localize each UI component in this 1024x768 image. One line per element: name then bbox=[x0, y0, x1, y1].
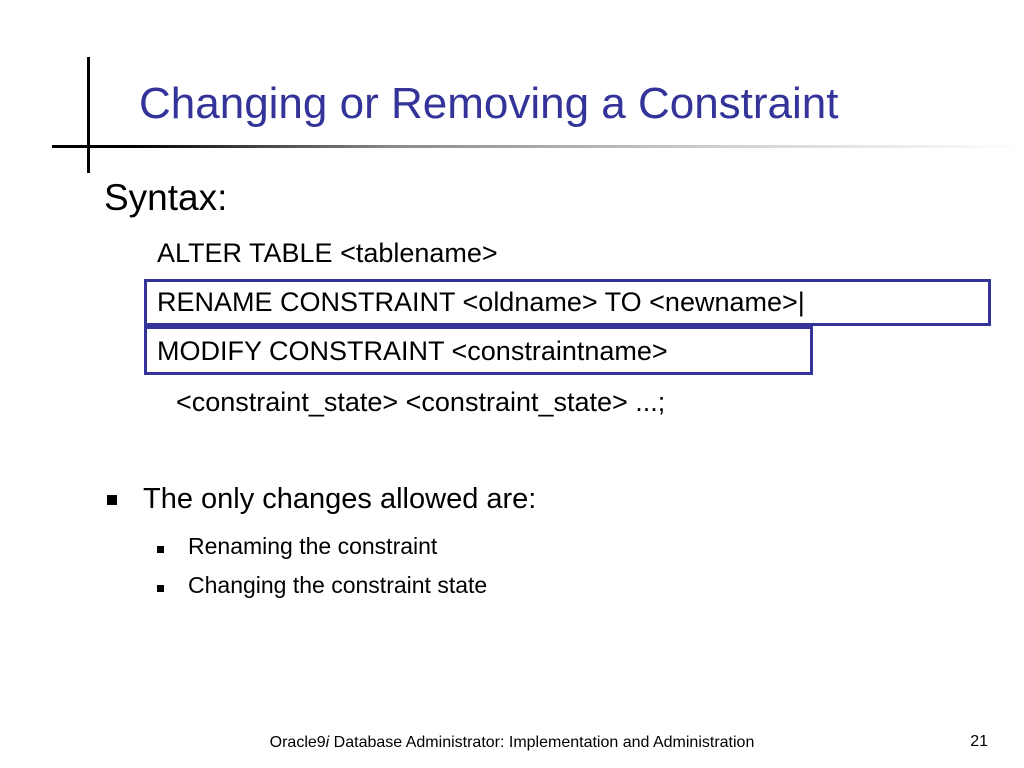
footer-product: Oracle9 bbox=[269, 734, 326, 751]
title-underline-rule bbox=[52, 145, 1024, 148]
slide-title: Changing or Removing a Constraint bbox=[139, 79, 839, 128]
code-line-constraint-state: <constraint_state> <constraint_state> ...; bbox=[176, 387, 666, 417]
bullet-allowed-changes: The only changes allowed are: bbox=[143, 483, 537, 515]
footer-subtitle: Database Administrator: Implementation and Administration bbox=[329, 734, 755, 751]
slide-footer bbox=[0, 731, 1024, 755]
code-line-modify-constraint: MODIFY CONSTRAINT <constraintname> bbox=[157, 336, 668, 366]
sub-bullet-renaming: Renaming the constraint bbox=[188, 533, 438, 559]
code-line-alter-table: ALTER TABLE <tablename> bbox=[157, 238, 498, 268]
page-number: 21 bbox=[970, 733, 988, 750]
bullet-square-icon bbox=[107, 495, 117, 505]
code-line-rename-constraint: RENAME CONSTRAINT <oldname> TO <newname>| bbox=[157, 287, 805, 317]
sub-bullet-changing-state: Changing the constraint state bbox=[188, 572, 488, 598]
sub-bullet-square-icon bbox=[157, 546, 164, 553]
corner-vertical-rule bbox=[87, 57, 90, 173]
sub-bullet-square-icon bbox=[157, 585, 164, 592]
footer-product-suffix: i bbox=[325, 734, 330, 751]
syntax-heading: Syntax: bbox=[104, 177, 228, 218]
